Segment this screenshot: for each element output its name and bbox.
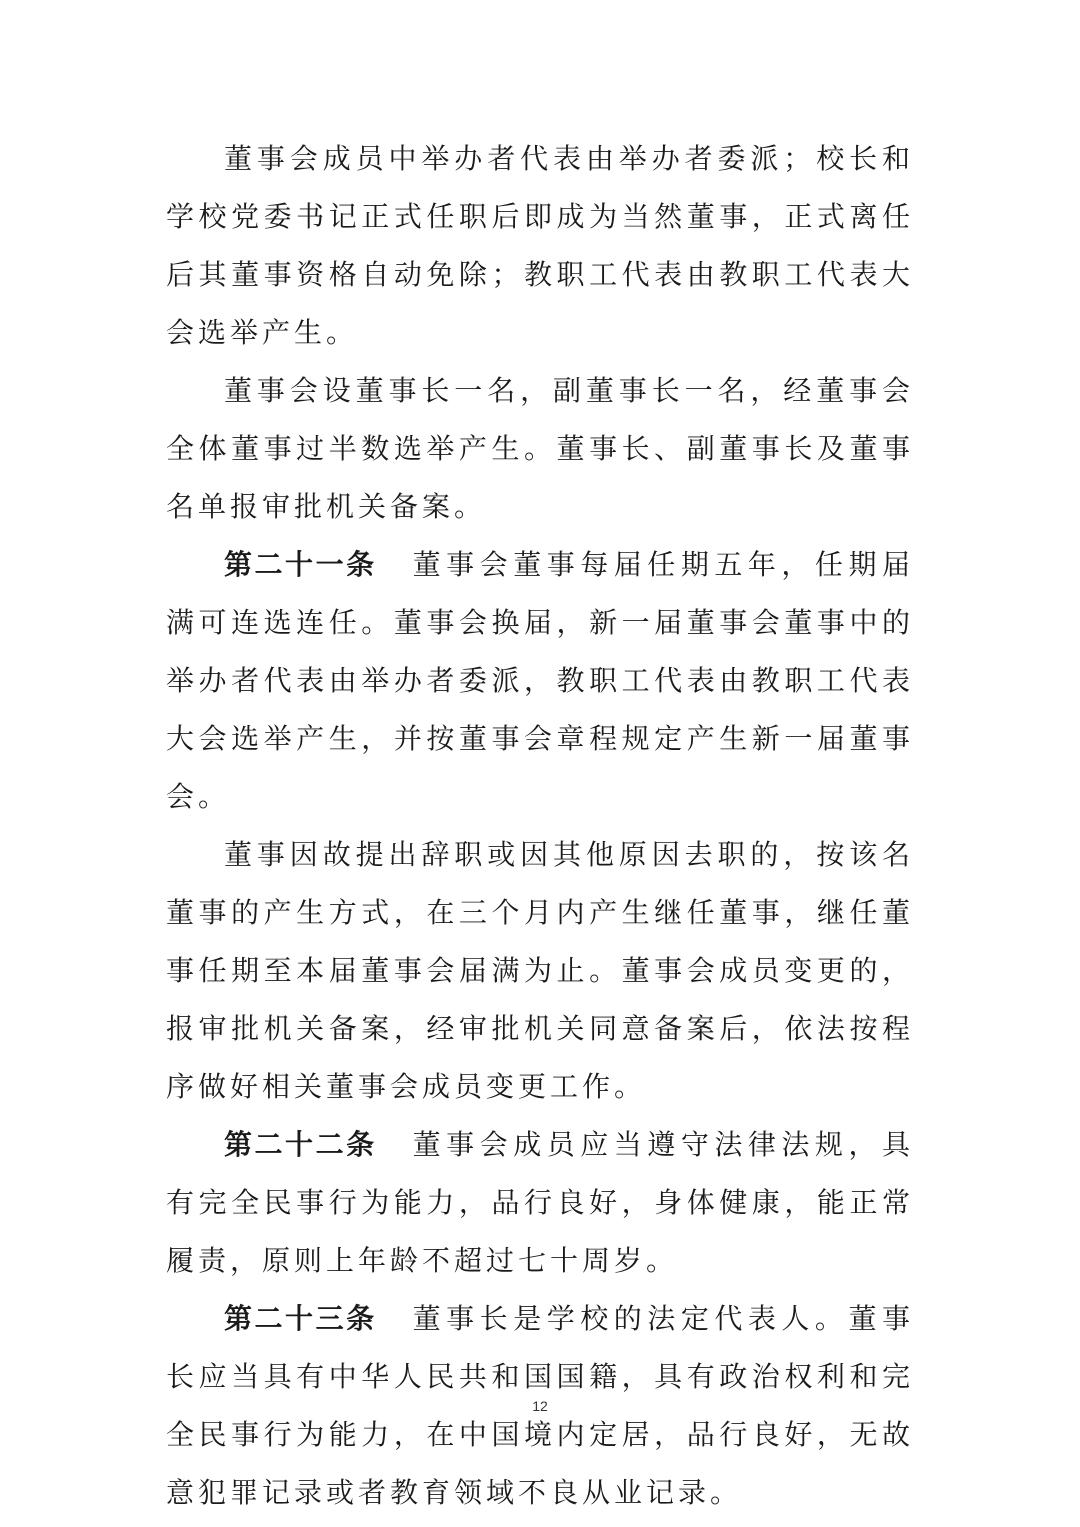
paragraph-director-resignation bbox=[166, 826, 914, 1116]
document-body bbox=[166, 130, 914, 1522]
paragraph-text: 董事会董事每届任期五年，任期届满可连选连任。董事会换届，新一届董事会董事中的举办者代表由举办者委派，教职工代表由教职工代表大会选举产生，并按董事会章程规定产生新一届董事会。 bbox=[166, 548, 914, 813]
paragraph-text: 董事会成员应当遵守法律法规，具有完全民事行为能力，品行良好，身体健康，能正常履责，原则上年龄不超过七十周岁。 bbox=[166, 1128, 914, 1277]
article-21 bbox=[166, 536, 914, 826]
paragraph-chairman-election bbox=[166, 362, 914, 536]
paragraph-text: 董事因故提出辞职或因其他原因去职的，按该名董事的产生方式，在三个月内产生继任董事，继任董事任期至本届董事会届满为止。董事会成员变更的，报审批机关备案，经审批机关同意备案后，依法按程序做好相关董事会成员变更工作。 bbox=[166, 838, 914, 1103]
paragraph-text: 董事长是学校的法定代表人。董事长应当具有中华人民共和国国籍，具有政治权利和完全民事行为能力，在中国境内定居，品行良好，无故意犯罪记录或者教育领域不良从业记录。 bbox=[166, 1302, 914, 1509]
article-heading: 第二十一条 bbox=[224, 548, 377, 581]
article-22 bbox=[166, 1116, 914, 1290]
article-heading: 第二十三条 bbox=[224, 1302, 377, 1335]
paragraph-board-member-appointment bbox=[166, 130, 914, 362]
paragraph-text: 董事会设董事长一名，副董事长一名，经董事会全体董事过半数选举产生。董事长、副董事长及董事名单报审批机关备案。 bbox=[166, 374, 914, 523]
paragraph-text: 董事会成员中举办者代表由举办者委派；校长和学校党委书记正式任职后即成为当然董事，正式离任后其董事资格自动免除；教职工代表由教职工代表大会选举产生。 bbox=[166, 142, 914, 349]
article-heading: 第二十二条 bbox=[224, 1128, 377, 1161]
page-number: 12 bbox=[532, 1398, 548, 1414]
